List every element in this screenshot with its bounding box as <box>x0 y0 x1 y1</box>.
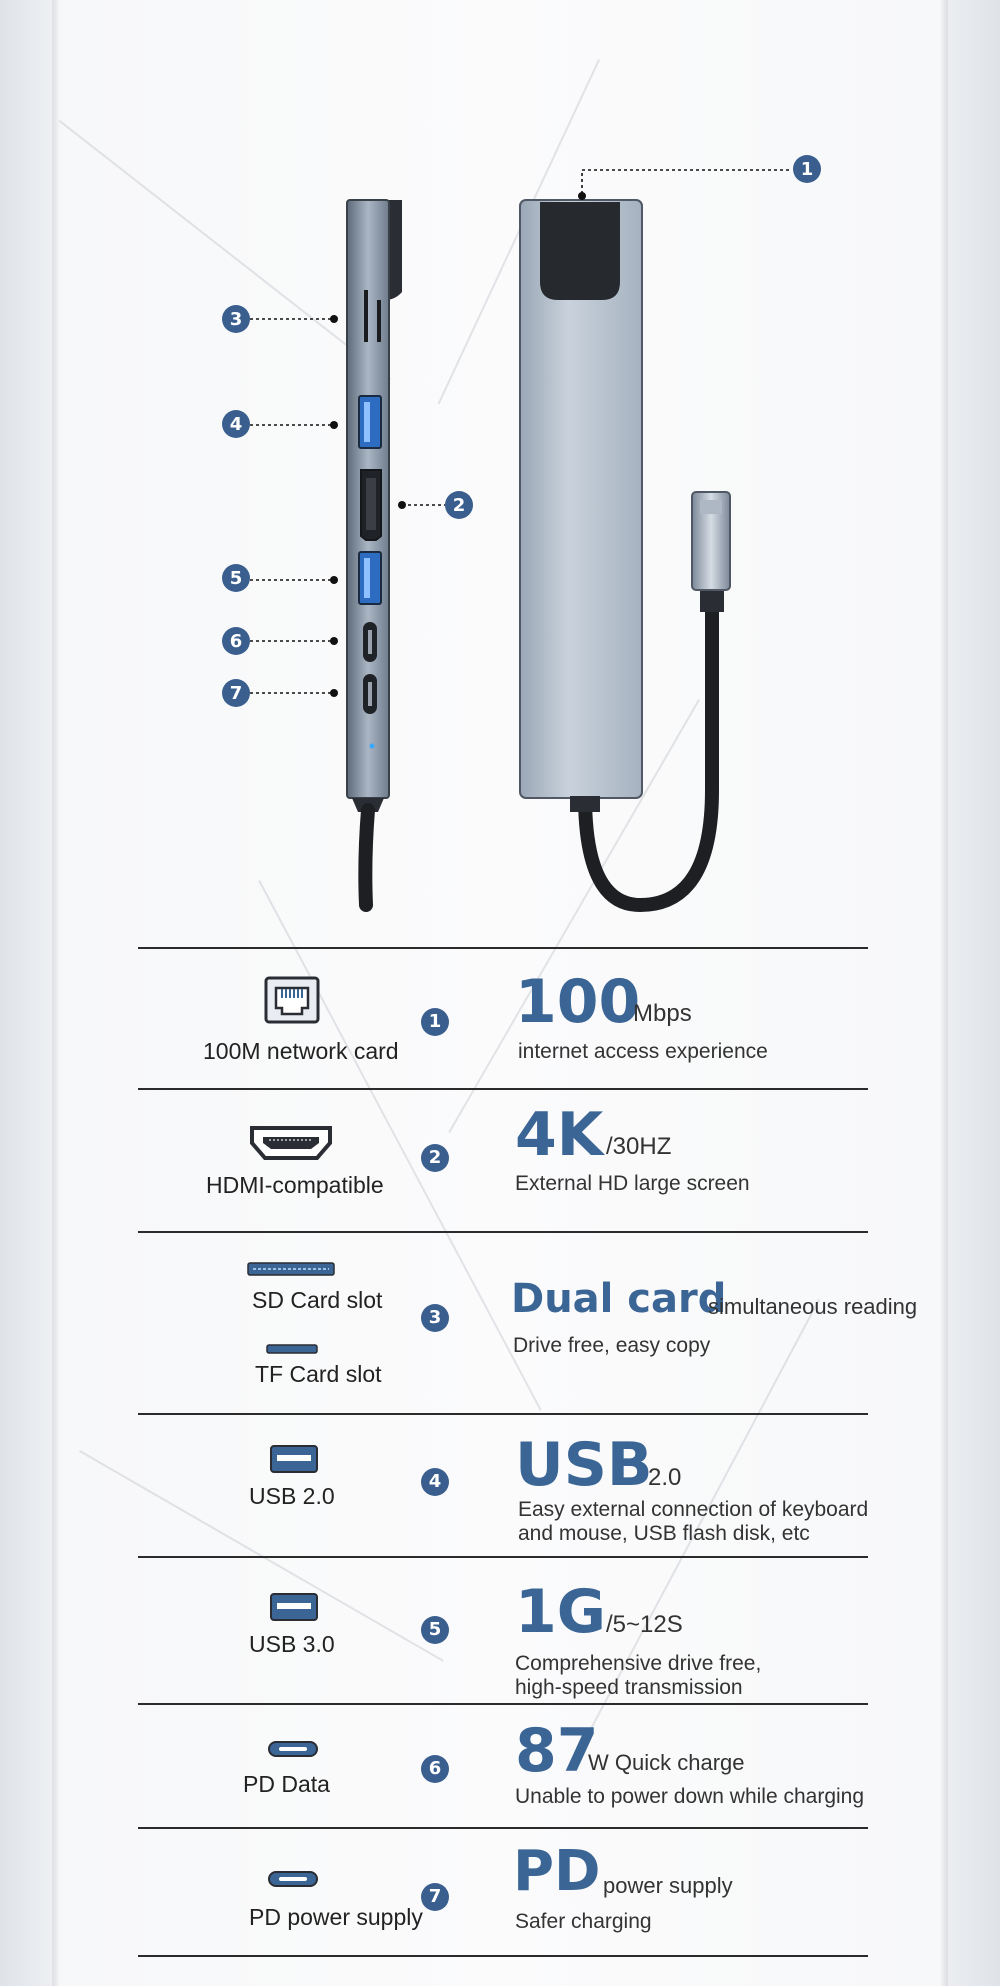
feature-label: USB 2.0 <box>249 1483 335 1509</box>
feature-value: 4K <box>515 1100 604 1170</box>
table-divider <box>138 1413 868 1415</box>
feature-description: Unable to power down while charging <box>515 1785 865 1808</box>
feature-description-line-2: high-speed transmission <box>515 1676 743 1699</box>
callout-number-3: 3 <box>229 309 243 330</box>
feature-unit: simultaneous reading <box>708 1294 918 1319</box>
feature-unit: power supply <box>603 1873 733 1898</box>
feature-description-line-2: and mouse, USB flash disk, etc <box>518 1522 810 1545</box>
feature-unit: /5~12S <box>606 1611 683 1638</box>
usb-c-port-icon <box>267 1740 319 1758</box>
callout-number-4: 4 <box>229 414 243 435</box>
feature-number: 1 <box>421 1008 449 1036</box>
callout-number-2: 2 <box>452 495 466 516</box>
usb-port-icon <box>269 1592 319 1622</box>
usb-c-port-icon <box>267 1870 319 1888</box>
tf-card-slot-icon <box>266 1344 318 1354</box>
usb-port-icon <box>269 1444 319 1474</box>
feature-number: 6 <box>421 1755 449 1783</box>
tf-card-label: TF Card slot <box>255 1361 382 1387</box>
feature-unit: W Quick charge <box>588 1750 745 1775</box>
callout-number-7: 7 <box>229 683 243 704</box>
hub-side-view <box>347 200 402 905</box>
feature-value: USB <box>515 1430 653 1500</box>
hub-front-view <box>520 200 730 905</box>
feature-number: 4 <box>421 1468 449 1496</box>
feature-label: 100M network card <box>203 1038 399 1064</box>
feature-value: 1G <box>515 1577 606 1647</box>
feature-unit: 2.0 <box>648 1464 682 1491</box>
feature-unit: /30HZ <box>606 1133 672 1160</box>
feature-description-line-1: Comprehensive drive free, <box>515 1652 762 1675</box>
feature-number: 5 <box>421 1616 449 1644</box>
table-divider <box>138 947 868 949</box>
feature-label: PD power supply <box>249 1904 423 1930</box>
feature-number: 7 <box>421 1883 449 1911</box>
feature-unit: Mbps <box>633 1000 692 1027</box>
table-divider <box>138 1827 868 1829</box>
feature-description: External HD large screen <box>515 1172 750 1195</box>
sd-card-label: SD Card slot <box>252 1287 383 1313</box>
feature-description-line-1: Easy external connection of keyboard <box>518 1498 869 1521</box>
callout-number-5: 5 <box>229 568 243 589</box>
hdmi-port-icon <box>249 1125 333 1161</box>
callout-number-6: 6 <box>229 631 243 652</box>
feature-label: PD Data <box>243 1771 330 1797</box>
sd-card-slot-icon <box>247 1262 335 1276</box>
table-divider <box>138 1231 868 1233</box>
feature-value: 87 <box>515 1716 599 1786</box>
feature-value: Dual card <box>511 1276 727 1322</box>
feature-number: 2 <box>421 1144 449 1172</box>
feature-description: Safer charging <box>515 1910 652 1933</box>
feature-value: PD <box>513 1839 601 1904</box>
feature-number: 3 <box>421 1304 449 1332</box>
feature-value: 100 <box>515 967 641 1037</box>
usb-hub-diagram <box>0 0 1000 930</box>
table-divider <box>138 1556 868 1558</box>
table-divider <box>138 1703 868 1705</box>
feature-description: internet access experience <box>518 1040 768 1063</box>
feature-label: USB 3.0 <box>249 1631 335 1657</box>
callout-1 <box>582 170 792 200</box>
callout-number-1: 1 <box>800 159 814 180</box>
table-divider <box>138 1955 868 1957</box>
feature-description: Drive free, easy copy <box>513 1334 711 1357</box>
feature-label: HDMI-compatible <box>206 1172 384 1198</box>
ethernet-port-icon <box>264 976 320 1024</box>
table-divider <box>138 1088 868 1090</box>
